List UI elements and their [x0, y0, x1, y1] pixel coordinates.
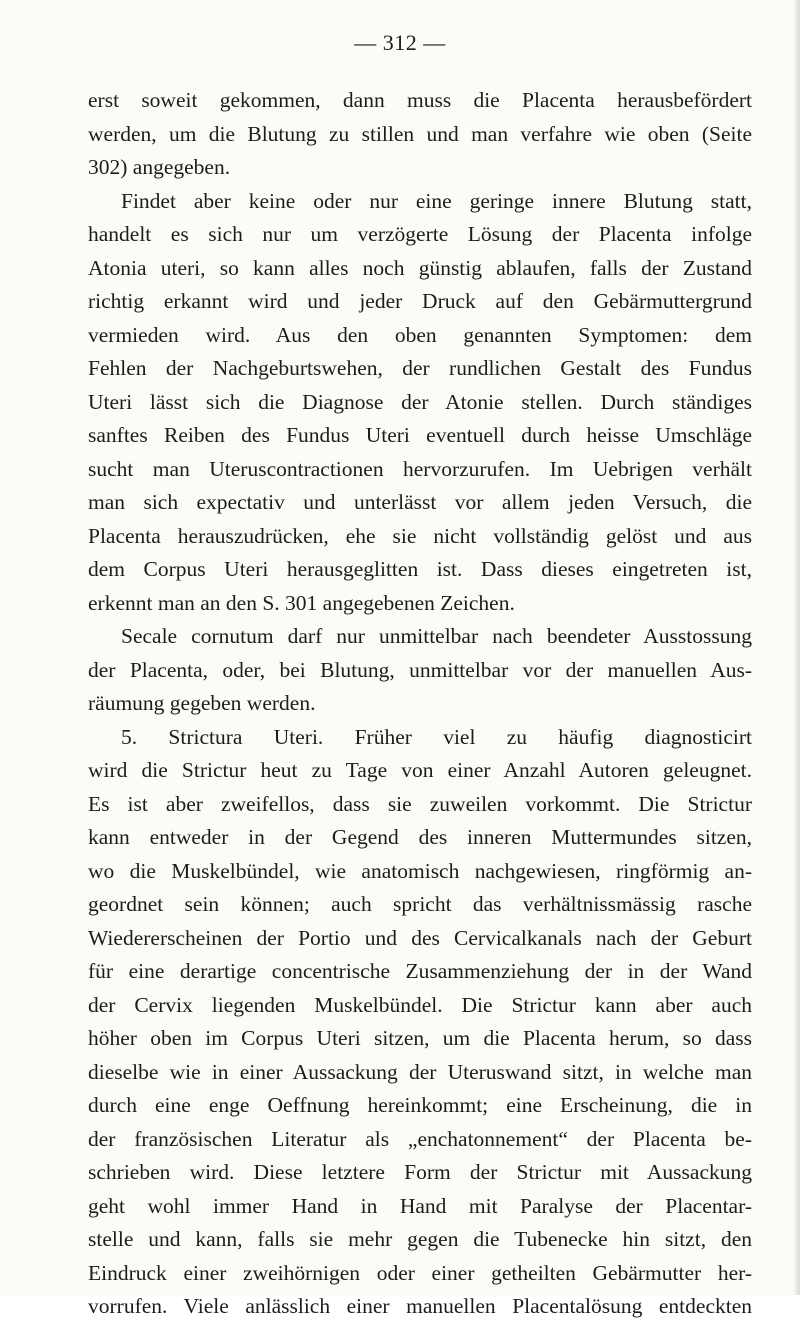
text-line: sucht man Uteruscontractionen hervorzurufen. Im Uebrigen verhält	[88, 456, 752, 481]
text-line: werden, um die Blutung zu stillen und man verfahre wie oben (Seite	[88, 121, 752, 146]
text-line: kann entweder in der Gegend des inneren Muttermundes sitzen,	[88, 825, 752, 849]
text-line: vorrufen. Viele anlässlich einer manuellen Placentalösung entdeckten	[88, 1294, 752, 1318]
page-number-header: — 312 —	[354, 30, 446, 55]
text-line: stelle und kann, falls sie mehr gegen die Tubenecke hin sitzt, den	[88, 1227, 752, 1251]
text-line: räumung gegeben werden.	[88, 691, 316, 715]
text-line: vermieden wird. Aus den oben genannten Symptomen: dem	[88, 322, 752, 347]
text-line: der Cervix liegenden Muskelbündel. Die Strictur kann aber auch	[88, 992, 752, 1017]
text-line: Uteri lässt sich die Diagnose der Atonie stellen. Durch ständiges	[88, 389, 752, 414]
text-line: durch eine enge Oeffnung hereinkommt; eine Erscheinung, die in	[88, 1093, 752, 1117]
text-line: Eindruck einer zweihörnigen oder einer getheilten Gebärmutter her-	[88, 1260, 752, 1285]
text-line: der französischen Literatur als „enchatonnement“ der Placenta be-	[88, 1126, 752, 1151]
text-line: erst soweit gekommen, dann muss die Placenta herausbefördert	[88, 88, 752, 112]
text-line: dieselbe wie in einer Aussackung der Uteruswand sitzt, in welche man	[88, 1059, 752, 1084]
section-heading-line: 5. Strictura Uteri. Früher viel zu häufig diagnosticirt	[121, 724, 752, 749]
text-line: höher oben im Corpus Uteri sitzen, um die Placenta herum, so dass	[88, 1026, 752, 1050]
text-line: Findet aber keine oder nur eine geringe innere Blutung statt,	[121, 188, 752, 213]
text-line: Atonia uteri, so kann alles noch günstig ablaufen, falls der Zustand	[88, 255, 752, 280]
text-line: dem Corpus Uteri herausgeglitten ist. Dass dieses eingetreten ist,	[88, 557, 752, 581]
text-line: 302) angegeben.	[88, 155, 231, 179]
text-line: Secale cornutum darf nur unmittelbar nach beendeter Ausstossung	[121, 624, 752, 648]
text-line: Wiedererscheinen der Portio und des Cervicalkanals nach der Geburt	[88, 925, 752, 950]
text-line: Placenta herauszudrücken, ehe sie nicht vollständig gelöst und aus	[88, 523, 752, 548]
text-line: geordnet sein können; auch spricht das verhältnissmässig rasche	[88, 892, 752, 916]
text-line: richtig erkannt wird und jeder Druck auf den Gebärmuttergrund	[88, 289, 752, 313]
body-text	[88, 84, 752, 1324]
page-edge-shadow	[794, 0, 800, 1295]
text-line: der Placenta, oder, bei Blutung, unmittelbar vor der manuellen Aus-	[88, 657, 752, 682]
text-line: handelt es sich nur um verzögerte Lösung der Placenta infolge	[88, 222, 752, 246]
text-line: Fehlen der Nachgeburtswehen, der rundlichen Gestalt des Fundus	[88, 356, 752, 380]
text-line: für eine derartige concentrische Zusammenziehung der in der Wand	[88, 959, 752, 983]
text-line: wo die Muskelbündel, wie anatomisch nachgewiesen, ringförmig an-	[88, 858, 752, 883]
text-line: erkennt man an den S. 301 angegebenen Zeichen.	[88, 590, 515, 615]
text-line: sanftes Reiben des Fundus Uteri eventuell durch heisse Umschläge	[88, 423, 752, 447]
text-line: wird die Strictur heut zu Tage von einer Anzahl Autoren geleugnet.	[88, 758, 752, 782]
text-line: schrieben wird. Diese letztere Form der Strictur mit Aussackung	[88, 1160, 752, 1184]
text-line: geht wohl immer Hand in Hand mit Paralyse der Placentar-	[88, 1193, 752, 1218]
text-line: man sich expectativ und unterlässt vor allem jeden Versuch, die	[88, 490, 752, 514]
text-line: Es ist aber zweifellos, dass sie zuweilen vorkommt. Die Strictur	[88, 791, 752, 816]
